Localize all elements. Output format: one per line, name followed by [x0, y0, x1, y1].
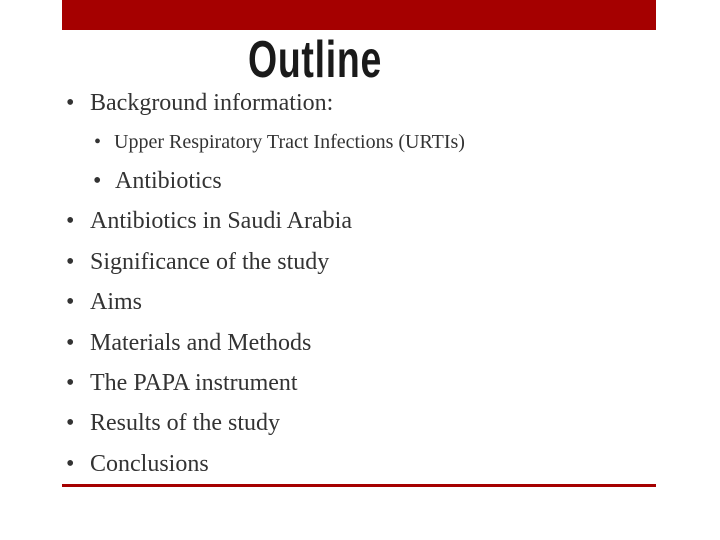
- bottom-divider: [62, 484, 656, 487]
- list-item-label: Upper Respiratory Tract Infections (URTIs): [114, 131, 465, 153]
- bullet-icon: •: [66, 330, 75, 356]
- bullet-icon: •: [66, 90, 75, 116]
- list-item-materials-methods: [66, 328, 312, 358]
- top-accent-bar: [62, 0, 656, 30]
- list-item-label: Aims: [90, 289, 143, 315]
- bullet-icon: •: [93, 168, 102, 194]
- list-item-label: The PAPA instrument: [90, 370, 298, 396]
- list-item-results: [66, 408, 280, 438]
- list-item-label: Antibiotics: [115, 168, 222, 194]
- list-item-urtis: [94, 129, 465, 155]
- bullet-icon: •: [66, 289, 75, 315]
- bullet-icon: •: [66, 208, 75, 234]
- bullet-icon: •: [94, 131, 102, 153]
- bullet-icon: •: [66, 410, 75, 436]
- list-item-label: Significance of the study: [90, 249, 330, 275]
- bullet-icon: •: [66, 249, 75, 275]
- bullet-icon: •: [66, 370, 75, 396]
- list-item-label: Results of the study: [90, 410, 280, 436]
- list-item-significance: [66, 247, 330, 277]
- list-item-papa-instrument: [66, 368, 298, 398]
- list-item-conclusions: [66, 449, 209, 479]
- list-item-antibiotics-saudi-arabia: [66, 206, 352, 236]
- list-item-aims: [66, 287, 143, 317]
- slide-title: Outline: [248, 31, 382, 89]
- bullet-icon: •: [66, 451, 75, 477]
- list-item-background-information: [66, 88, 334, 118]
- list-item-label: Materials and Methods: [90, 330, 312, 356]
- list-item-label: Antibiotics in Saudi Arabia: [90, 208, 352, 234]
- list-item-antibiotics: [93, 166, 222, 196]
- list-item-label: Conclusions: [90, 451, 209, 477]
- list-item-label: Background information:: [90, 90, 334, 116]
